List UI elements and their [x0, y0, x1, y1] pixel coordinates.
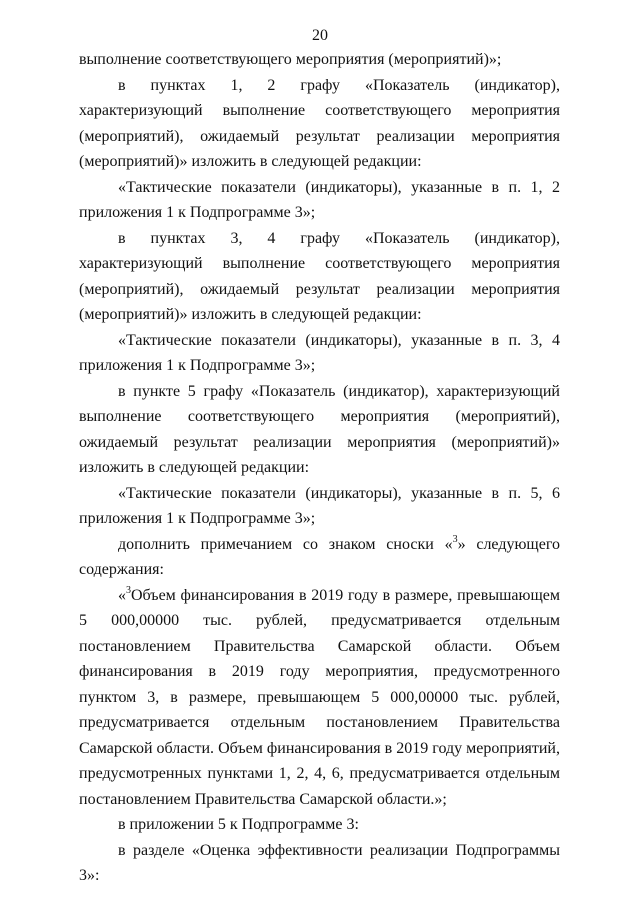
- page-number: 20: [312, 27, 328, 44]
- footnote-intro-before: дополнить примечанием со знаком сноски «: [118, 535, 453, 553]
- paragraph-items-1-2: в пунктах 1, 2 графу «Показатель (индикатор), характеризующий выполнение соответствующего мероприятия (мероприятий), ожидаемый результат реализации мероприятия (мероприятий)» изложить в следующей редакции:: [79, 76, 560, 170]
- paragraph-quote-1-2: «Тактические показатели (индикаторы), указанные в п. 1, 2 приложения 1 к Подпрограмме 3»;: [79, 178, 560, 221]
- paragraph-items-3-4: в пунктах 3, 4 графу «Показатель (индикатор), характеризующий выполнение соответствующего мероприятия (мероприятий), ожидаемый результат реализации мероприятия (мероприятий)» изложить в следующей редакции:: [79, 229, 560, 323]
- footnote-text-mark: 3: [126, 584, 131, 596]
- footnote-intro-after: » следующего содержания:: [79, 535, 561, 578]
- paragraph-footnote-intro: [79, 532, 560, 583]
- paragraph-item-5: в пункте 5 графу «Показатель (индикатор), характеризующий выполнение соответствующего мероприятия (мероприятий), ожидаемый результат реализации мероприятия (мероприятий)» изложить в следующей редакции:: [79, 382, 560, 476]
- footnote-mark: 3: [452, 533, 458, 545]
- paragraph-section-evaluation: в разделе «Оценка эффективности реализации Подпрограммы 3»:: [79, 841, 560, 884]
- document-body: [79, 47, 560, 889]
- paragraph-quote-5-6: «Тактические показатели (индикаторы), указанные в п. 5, 6 приложения 1 к Подпрограмме 3»;: [79, 484, 560, 527]
- paragraph-continuation: выполнение соответствующего мероприятия (мероприятий)»;: [79, 51, 502, 68]
- paragraph-appendix-5: в приложении 5 к Подпрограмме 3:: [118, 816, 359, 833]
- paragraph-quote-3-4: «Тактические показатели (индикаторы), указанные в п. 3, 4 приложения 1 к Подпрограмме 3»;: [79, 331, 560, 374]
- footnote-text-body: Объем финансирования в 2019 году в размере, превышающем 5 000,00000 тыс. рублей, предусматривается отдельным постановлением Правительства Самарской области. Объем финансирования в 2019 году мероприятия, предусмотренного пунктом 3, в размере, превышающем 5 000,00000 тыс. рублей, предусматривается отдельным постановлением Правительства Самарской области. Объем финансирования в 2019 году мероприятий, предусмотренных пунктами 1, 2, 4, 6, предусматривается отдельным постановлением Правительства Самарской области.»;: [79, 586, 560, 808]
- footnote-open-quote: «: [118, 586, 126, 604]
- paragraph-footnote-text: [79, 583, 560, 813]
